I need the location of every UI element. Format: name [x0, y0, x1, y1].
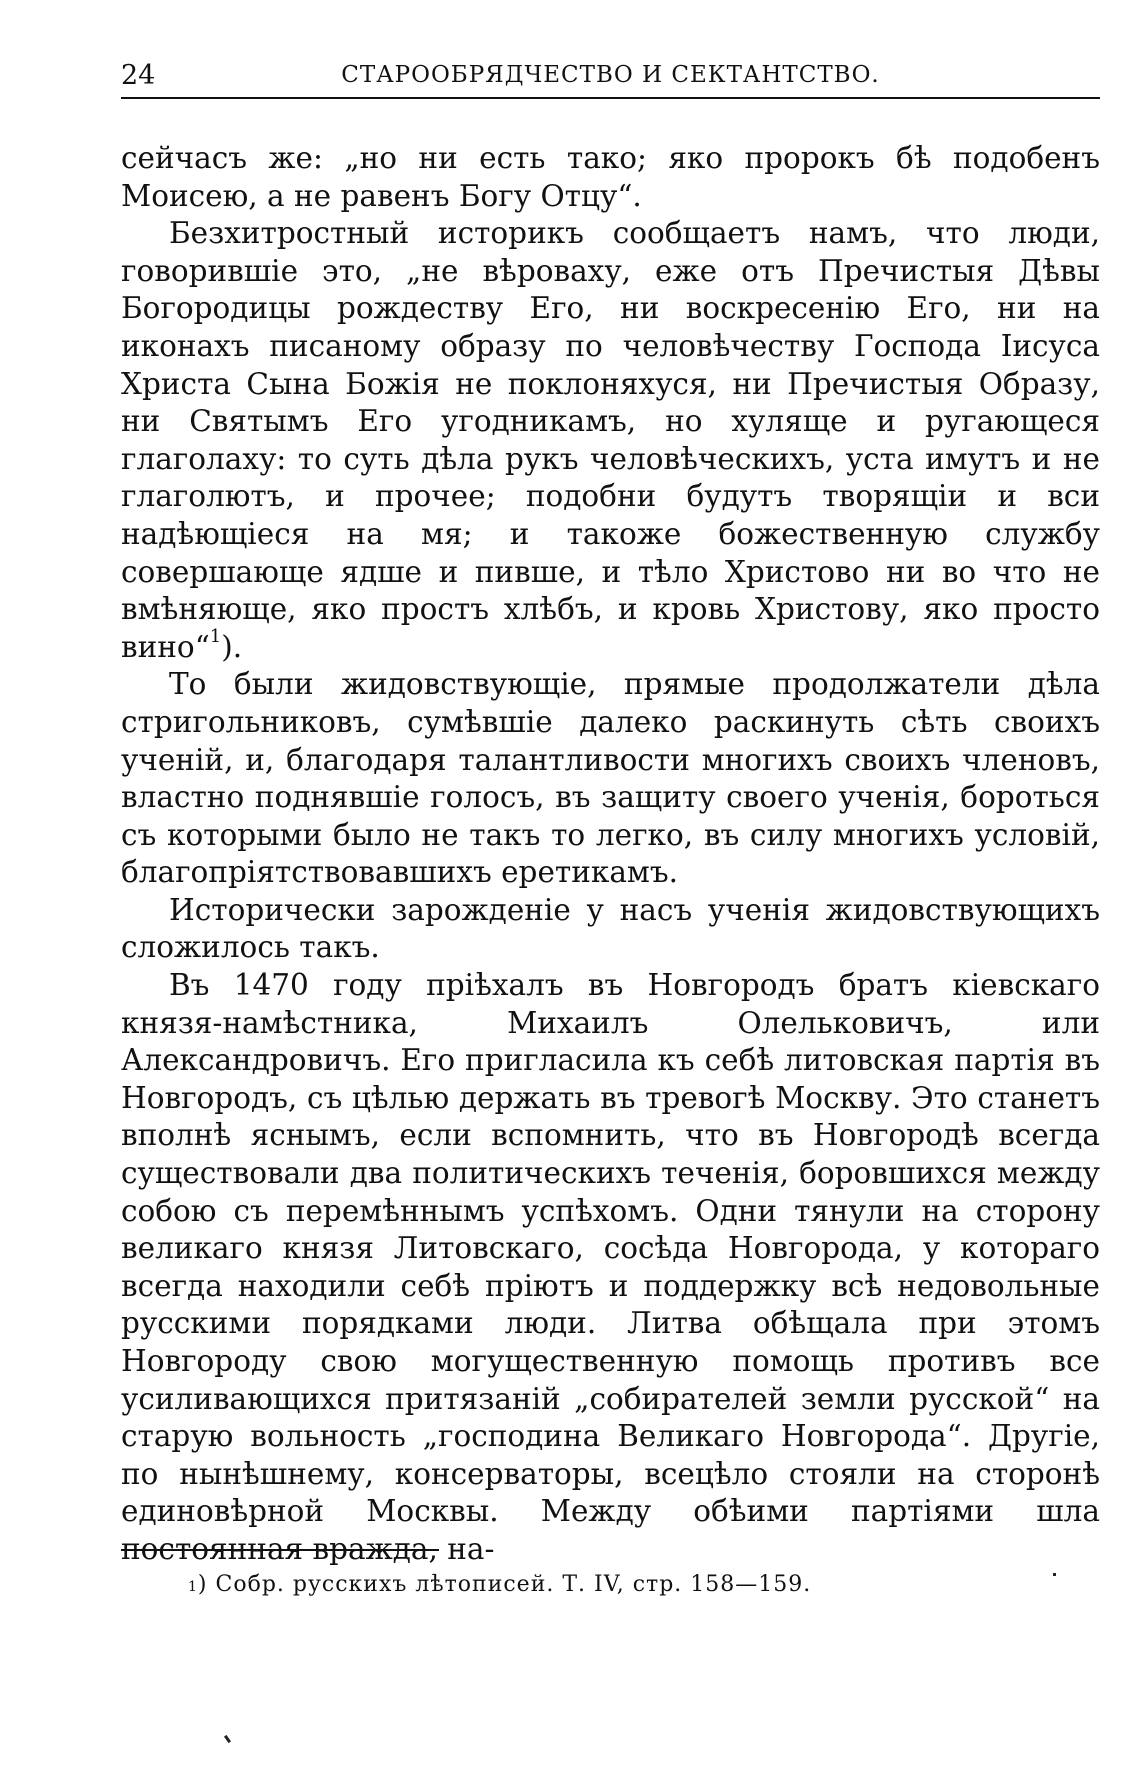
- footnote-marker: 1: [188, 1579, 198, 1595]
- page-header: [121, 52, 1100, 96]
- footnote-text: ) Собр. русскихъ лѣтописей. Т. IV, стр. 158—159.: [197, 1572, 812, 1597]
- paragraph-1: сейчасъ же: „но ни есть тако; яко пророкъ бѣ подобенъ Моисею, а не равенъ Богу Отцу“.: [121, 141, 1100, 213]
- print-speck: [224, 1735, 231, 1743]
- body-text: [121, 140, 1100, 1569]
- header-rule: [121, 97, 1100, 99]
- print-speck: [1053, 1573, 1056, 1576]
- page-number: 24: [121, 60, 156, 91]
- footnote-rule: [121, 1549, 439, 1551]
- paragraph-5: Въ 1470 году пріѣхалъ въ Новгородъ братъ кіевскаго князя-намѣстника, Михаилъ Олельковичъ, или Александровичъ. Его пригласила къ себѣ литовская партія въ Новгородъ, съ цѣлью держать въ тревогѣ Москву. Это станетъ вполнѣ яснымъ, если вспомнить, что въ Новгородѣ всегда существовали два политическихъ теченія, боровшихся между собою съ перемѣннымъ успѣхомъ. Одни тянули на сторону великаго князя Литовскаго, сосѣда Новгорода, у котораго всегда находили себѣ пріютъ и поддержку всѣ недовольные русскими порядками люди. Литва обѣщала при этомъ Новгороду свою могущественную помощь противъ все усиливающихся притязаній „собирателей земли русской“ на старую вольность „господина Великаго Новгорода“. Другіе, по нынѣшнему, консерваторы, всецѣло стояли на сторонѣ единовѣрной Москвы. Между обѣими партіями шла постоянная вражда, на-: [121, 968, 1100, 1566]
- footnote-reference: 1: [209, 625, 222, 647]
- paragraph-2-tail: ).: [221, 629, 243, 664]
- footnote: [188, 1570, 811, 1600]
- paragraph-2-text: Безхитростный историкъ сообщаетъ намъ, что люди, говорившіе это, „не вѣроваху, еже отъ Пречистыя Дѣвы Богородицы рождеству Его, ни воскресенію Его, ни на иконахъ писаному образу по человѣчеству Господа Іисуса Христа Сына Божія не поклоняхуся, ни Пречистыя Образу, ни Святымъ Его угодникамъ, но хуляще и ругающеся глаголаху: то суть дѣла рукъ человѣческихъ, уста имутъ и не глаголютъ, и прочее; подобни будутъ творящіи и вси надѣющіеся на мя; и такоже божественную службу совершающе ядше и пивше, и тѣло Христово ни во что не вмѣняюще, яко простъ хлѣбъ, и кровь Христову, яко просто вино“: [121, 216, 1100, 664]
- running-title: СТАРООБРЯДЧЕСТВО И СЕКТАНТСТВО.: [341, 62, 880, 88]
- paragraph-4: Исторически зарожденіе у насъ ученія жидовствующихъ сложилось такъ.: [121, 892, 1100, 965]
- paragraph-2: [121, 215, 1100, 666]
- paragraph-3: То были жидовствующіе, прямые продолжатели дѣла стригольниковъ, сумѣвшіе далеко раскинуть сѣть своихъ ученій, и, благодаря талантливости многихъ своихъ членовъ, властно поднявшіе голосъ, въ защиту своего ученія, бороться съ которыми было не такъ то легко, въ силу многихъ условій, благопріятствовавшихъ еретикамъ.: [121, 667, 1100, 890]
